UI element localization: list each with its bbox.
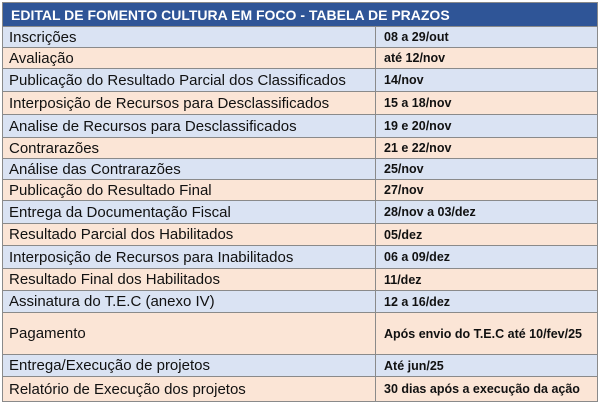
stage-label: Entrega da Documentação Fiscal	[3, 201, 376, 223]
table-row	[3, 159, 597, 180]
table-row	[3, 180, 597, 201]
stage-label: Interposição de Recursos para Desclassificados	[3, 92, 376, 114]
stage-label: Contrarazões	[3, 138, 376, 158]
table-title: EDITAL DE FOMENTO CULTURA EM FOCO - TABELA DE PRAZOS	[3, 3, 597, 27]
stage-deadline: 21 e 22/nov	[384, 141, 452, 155]
stage-label: Publicação do Resultado Final	[3, 180, 376, 200]
stage-deadline: 28/nov a 03/dez	[384, 205, 476, 219]
stage-label: Resultado Parcial dos Habilitados	[3, 224, 376, 245]
stage-deadline: 12 a 16/dez	[384, 294, 451, 309]
table-row	[3, 27, 597, 48]
stage-deadline: 30 dias após a execução da ação	[384, 382, 580, 396]
table-row	[3, 224, 597, 246]
stage-deadline: até 12/nov	[384, 51, 446, 65]
deadlines-table	[2, 2, 598, 402]
stage-deadline: Até jun/25	[384, 358, 444, 373]
stage-deadline: 06 a 09/dez	[384, 250, 451, 264]
table-row	[3, 313, 597, 355]
stage-label: Resultado Final dos Habilitados	[3, 269, 376, 290]
stage-deadline: 27/nov	[384, 183, 424, 197]
table-row	[3, 48, 597, 69]
stage-deadline: 08 a 29/out	[384, 30, 449, 44]
stage-deadline: 15 a 18/nov	[384, 96, 452, 110]
table-row	[3, 269, 597, 291]
table-row	[3, 291, 597, 313]
stage-label: Pagamento	[3, 313, 376, 354]
table-row	[3, 377, 597, 401]
stage-label: Avaliação	[3, 48, 376, 68]
stage-label: Inscrições	[3, 27, 376, 47]
stage-label: Relatório de Execução dos projetos	[3, 377, 376, 401]
stage-label: Análise das Contrarazões	[3, 159, 376, 179]
table-row	[3, 69, 597, 92]
stage-deadline: Após envio do T.E.C até 10/fev/25	[384, 326, 582, 341]
stage-label: Assinatura do T.E.C (anexo IV)	[3, 291, 376, 312]
table-row	[3, 201, 597, 224]
stage-deadline: 11/dez	[384, 272, 422, 287]
stage-deadline: 25/nov	[384, 162, 424, 176]
stage-label: Interposição de Recursos para Inabilitados	[3, 246, 376, 268]
table-row	[3, 115, 597, 138]
table-row	[3, 246, 597, 269]
stage-deadline: 19 e 20/nov	[384, 119, 452, 133]
stage-deadline: 14/nov	[384, 73, 424, 87]
stage-deadline: 05/dez	[384, 227, 423, 242]
stage-label: Publicação do Resultado Parcial dos Classificados	[3, 69, 376, 91]
stage-label: Entrega/Execução de projetos	[3, 355, 376, 376]
table-row	[3, 355, 597, 377]
table-row	[3, 92, 597, 115]
table-body	[3, 27, 597, 401]
stage-label: Analise de Recursos para Desclassificados	[3, 115, 376, 137]
table-row	[3, 138, 597, 159]
